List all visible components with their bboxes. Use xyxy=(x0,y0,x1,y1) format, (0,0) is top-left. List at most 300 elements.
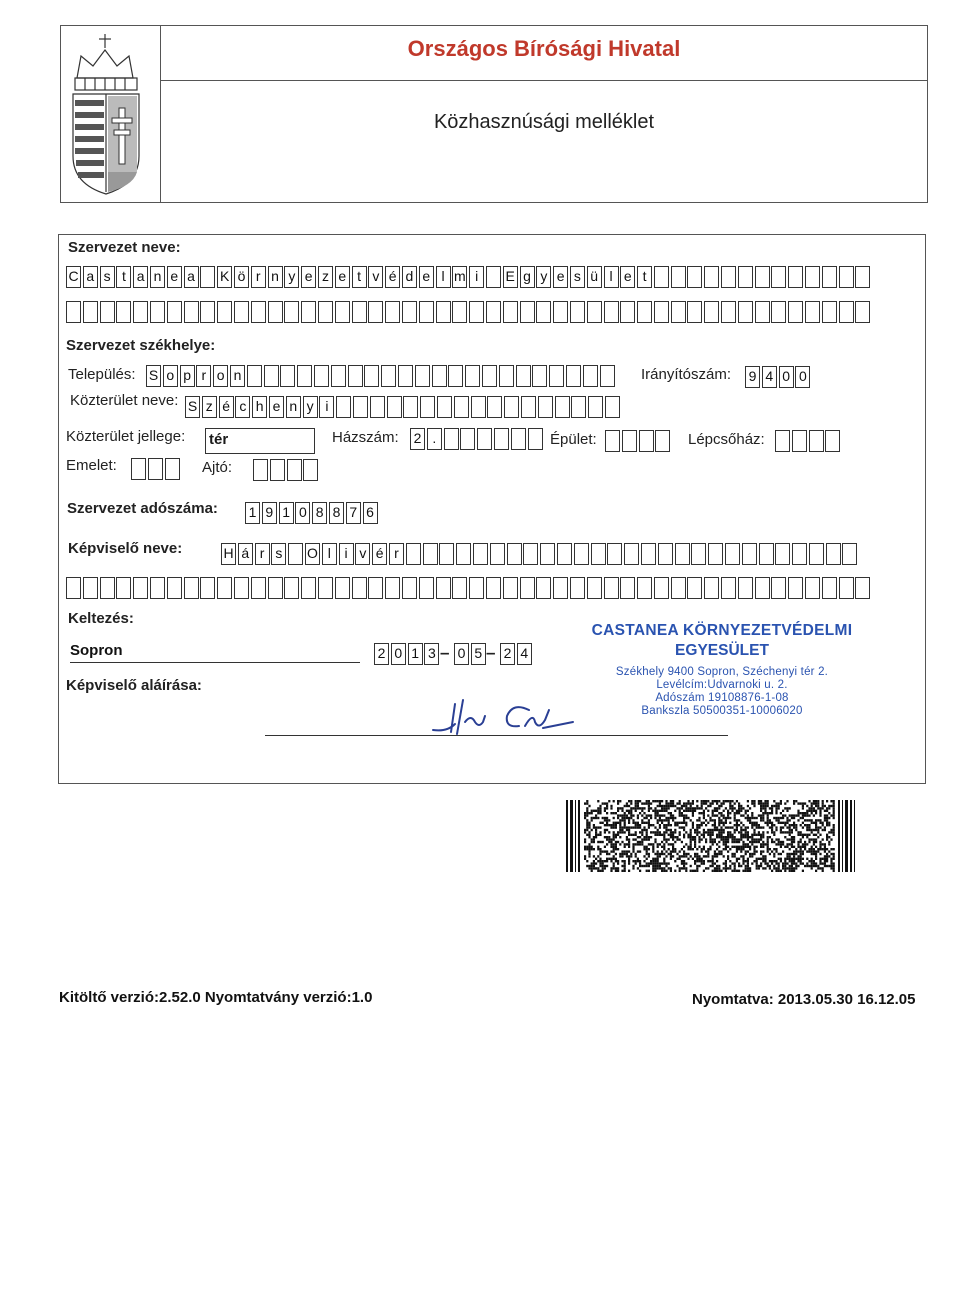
floor-field xyxy=(131,458,181,480)
char-cell xyxy=(536,301,551,323)
char-cell: z xyxy=(318,266,333,288)
char-cell xyxy=(423,543,438,565)
char-cell xyxy=(83,301,98,323)
char-cell: 2 xyxy=(500,643,515,665)
char-cell xyxy=(200,266,215,288)
char-cell xyxy=(620,577,635,599)
date-dash-2: – xyxy=(486,643,496,662)
char-cell xyxy=(605,430,620,452)
char-cell: t xyxy=(116,266,131,288)
date-year-field xyxy=(374,643,441,665)
filler-version-text: Kitöltő verzió:2.52.0 Nyomtatvány verzió:1.0 xyxy=(59,989,373,1006)
char-cell: 0 xyxy=(795,366,810,388)
char-cell: v xyxy=(355,543,370,565)
char-cell xyxy=(528,428,543,450)
char-cell xyxy=(520,301,535,323)
char-cell xyxy=(100,301,115,323)
char-cell: S xyxy=(146,365,161,387)
char-cell xyxy=(148,458,163,480)
char-cell xyxy=(352,301,367,323)
char-cell: y xyxy=(303,396,318,418)
char-cell: e xyxy=(620,266,635,288)
char-cell xyxy=(687,577,702,599)
char-cell: 9 xyxy=(745,366,760,388)
char-cell xyxy=(809,543,824,565)
char-cell xyxy=(721,266,736,288)
char-cell xyxy=(456,543,471,565)
char-cell xyxy=(301,577,316,599)
settlement-label: Település: xyxy=(68,366,136,383)
char-cell xyxy=(822,301,837,323)
street-label: Közterület neve: xyxy=(70,392,179,409)
char-cell xyxy=(287,459,302,481)
char-cell: l xyxy=(604,266,619,288)
char-cell: l xyxy=(436,266,451,288)
char-cell xyxy=(270,459,285,481)
char-cell xyxy=(570,577,585,599)
char-cell xyxy=(415,365,430,387)
char-cell xyxy=(639,430,654,452)
char-cell xyxy=(444,428,459,450)
char-cell xyxy=(432,365,447,387)
char-cell xyxy=(133,301,148,323)
char-cell xyxy=(687,301,702,323)
stairway-field xyxy=(775,430,842,452)
org-name-row2 xyxy=(66,301,872,323)
char-cell: y xyxy=(284,266,299,288)
char-cell xyxy=(641,543,656,565)
char-cell xyxy=(855,301,870,323)
char-cell: r xyxy=(255,543,270,565)
char-cell xyxy=(604,301,619,323)
char-cell xyxy=(738,266,753,288)
char-cell xyxy=(364,365,379,387)
char-cell xyxy=(403,396,418,418)
char-cell: r xyxy=(389,543,404,565)
char-cell xyxy=(452,301,467,323)
char-cell xyxy=(536,577,551,599)
char-cell xyxy=(566,365,581,387)
char-cell xyxy=(708,543,723,565)
char-cell xyxy=(725,543,740,565)
char-cell xyxy=(247,365,262,387)
signature-line xyxy=(265,735,728,736)
char-cell xyxy=(439,543,454,565)
char-cell xyxy=(675,543,690,565)
char-cell xyxy=(471,396,486,418)
header-box xyxy=(60,25,928,203)
date-month-field xyxy=(454,643,488,665)
char-cell xyxy=(303,459,318,481)
char-cell: 5 xyxy=(471,643,486,665)
char-cell xyxy=(436,577,451,599)
char-cell: 8 xyxy=(312,502,327,524)
char-cell xyxy=(637,577,652,599)
char-cell xyxy=(318,577,333,599)
char-cell: é xyxy=(372,543,387,565)
char-cell xyxy=(200,301,215,323)
char-cell xyxy=(133,577,148,599)
char-cell xyxy=(490,543,505,565)
char-cell xyxy=(436,301,451,323)
char-cell xyxy=(150,577,165,599)
char-cell: n xyxy=(150,266,165,288)
char-cell: a xyxy=(133,266,148,288)
char-cell xyxy=(477,428,492,450)
char-cell: r xyxy=(251,266,266,288)
char-cell xyxy=(280,365,295,387)
char-cell xyxy=(588,396,603,418)
char-cell xyxy=(167,577,182,599)
street-type-field: tér xyxy=(205,428,315,454)
char-cell xyxy=(83,577,98,599)
char-cell xyxy=(234,577,249,599)
char-cell xyxy=(654,266,669,288)
char-cell: S xyxy=(185,396,200,418)
char-cell xyxy=(297,365,312,387)
tax-no-label: Szervezet adószáma: xyxy=(67,500,218,517)
char-cell xyxy=(805,301,820,323)
char-cell xyxy=(855,577,870,599)
org-seat-label: Szervezet székhelye: xyxy=(66,337,216,354)
char-cell xyxy=(448,365,463,387)
crest-cell xyxy=(61,26,161,202)
char-cell xyxy=(788,577,803,599)
char-cell xyxy=(486,266,501,288)
char-cell: 7 xyxy=(346,502,361,524)
char-cell xyxy=(755,301,770,323)
header-subtitle: Közhasznúsági melléklet xyxy=(433,111,655,133)
char-cell: O xyxy=(305,543,320,565)
char-cell: n xyxy=(268,266,283,288)
char-cell: e xyxy=(419,266,434,288)
char-cell: e xyxy=(301,266,316,288)
char-cell: é xyxy=(219,396,234,418)
char-cell xyxy=(482,365,497,387)
door-field xyxy=(253,459,320,481)
char-cell xyxy=(469,301,484,323)
char-cell: d xyxy=(402,266,417,288)
char-cell: 1 xyxy=(245,502,260,524)
char-cell xyxy=(655,430,670,452)
char-cell: h xyxy=(252,396,267,418)
org-name-label: Szervezet neve: xyxy=(68,239,181,256)
char-cell: e xyxy=(167,266,182,288)
char-cell: 0 xyxy=(779,366,794,388)
char-cell: r xyxy=(196,365,211,387)
char-cell xyxy=(167,301,182,323)
char-cell xyxy=(368,301,383,323)
char-cell: a xyxy=(83,266,98,288)
char-cell xyxy=(839,266,854,288)
char-cell: o xyxy=(213,365,228,387)
char-cell: s xyxy=(570,266,585,288)
char-cell: 9 xyxy=(262,502,277,524)
char-cell xyxy=(402,301,417,323)
char-cell: 1 xyxy=(408,643,423,665)
char-cell xyxy=(788,301,803,323)
char-cell xyxy=(671,266,686,288)
char-cell: e xyxy=(335,266,350,288)
char-cell xyxy=(234,301,249,323)
char-cell xyxy=(314,365,329,387)
char-cell xyxy=(520,577,535,599)
stamp-line-4: Levélcím:Udvarnoki u. 2. xyxy=(656,679,788,691)
rep-name-row2 xyxy=(66,577,872,599)
char-cell: s xyxy=(271,543,286,565)
char-cell: 0 xyxy=(454,643,469,665)
char-cell: 1 xyxy=(279,502,294,524)
char-cell xyxy=(771,577,786,599)
char-cell xyxy=(336,396,351,418)
char-cell xyxy=(532,365,547,387)
char-cell xyxy=(469,577,484,599)
char-cell xyxy=(622,430,637,452)
char-cell: 4 xyxy=(517,643,532,665)
building-label: Épület: xyxy=(550,431,597,448)
char-cell xyxy=(217,577,232,599)
char-cell xyxy=(839,301,854,323)
char-cell xyxy=(486,301,501,323)
char-cell xyxy=(809,430,824,452)
stamp-line-3: Székhely 9400 Sopron, Széchenyi tér 2. xyxy=(615,666,829,678)
stamp-line-5: Adószám 19108876-1-08 xyxy=(655,692,789,704)
char-cell: 2 xyxy=(374,643,389,665)
char-cell xyxy=(521,396,536,418)
char-cell xyxy=(516,365,531,387)
char-cell xyxy=(538,396,553,418)
char-cell: e xyxy=(553,266,568,288)
char-cell xyxy=(571,396,586,418)
char-cell: l xyxy=(322,543,337,565)
char-cell xyxy=(264,365,279,387)
char-cell xyxy=(454,396,469,418)
char-cell xyxy=(574,543,589,565)
char-cell: t xyxy=(352,266,367,288)
char-cell xyxy=(825,430,840,452)
char-cell xyxy=(775,430,790,452)
char-cell xyxy=(511,428,526,450)
char-cell xyxy=(473,543,488,565)
char-cell xyxy=(253,459,268,481)
char-cell: 3 xyxy=(424,643,439,665)
char-cell xyxy=(370,396,385,418)
building-field xyxy=(605,430,672,452)
char-cell: 6 xyxy=(363,502,378,524)
char-cell xyxy=(420,396,435,418)
char-cell xyxy=(771,266,786,288)
2d-barcode xyxy=(566,800,856,872)
char-cell xyxy=(184,577,199,599)
char-cell xyxy=(385,577,400,599)
char-cell: . xyxy=(427,428,442,450)
char-cell xyxy=(822,577,837,599)
postcode-field xyxy=(745,366,812,388)
char-cell xyxy=(100,577,115,599)
char-cell: é xyxy=(385,266,400,288)
char-cell xyxy=(200,577,215,599)
char-cell: t xyxy=(637,266,652,288)
char-cell xyxy=(217,301,232,323)
char-cell xyxy=(335,577,350,599)
char-cell xyxy=(523,543,538,565)
char-cell xyxy=(826,543,841,565)
char-cell xyxy=(822,266,837,288)
dating-place-field: Sopron xyxy=(70,642,360,663)
char-cell xyxy=(348,365,363,387)
stairway-label: Lépcsőház: xyxy=(688,431,765,448)
char-cell: g xyxy=(520,266,535,288)
char-cell xyxy=(654,301,669,323)
char-cell xyxy=(487,396,502,418)
rep-name-label: Képviselő neve: xyxy=(68,540,183,557)
signature-label: Képviselő aláírása: xyxy=(66,677,202,694)
char-cell xyxy=(131,458,146,480)
char-cell xyxy=(587,301,602,323)
char-cell xyxy=(419,577,434,599)
char-cell: s xyxy=(100,266,115,288)
char-cell: ü xyxy=(587,266,602,288)
char-cell xyxy=(553,577,568,599)
char-cell xyxy=(268,577,283,599)
postcode-label: Irányítószám: xyxy=(641,366,732,383)
char-cell: n xyxy=(286,396,301,418)
char-cell xyxy=(419,301,434,323)
header-divider xyxy=(161,80,927,81)
char-cell xyxy=(116,577,131,599)
header-title: Országos Bírósági Hivatal xyxy=(407,36,681,61)
char-cell xyxy=(587,577,602,599)
char-cell xyxy=(721,577,736,599)
char-cell xyxy=(352,577,367,599)
char-cell: z xyxy=(202,396,217,418)
org-name-row1 xyxy=(66,266,872,288)
char-cell xyxy=(775,543,790,565)
street-field xyxy=(185,396,622,418)
char-cell xyxy=(116,301,131,323)
char-cell xyxy=(494,428,509,450)
char-cell: a xyxy=(184,266,199,288)
date-dash-1: – xyxy=(440,643,450,662)
char-cell xyxy=(553,301,568,323)
char-cell xyxy=(842,543,857,565)
char-cell xyxy=(66,577,81,599)
char-cell: 0 xyxy=(295,502,310,524)
char-cell xyxy=(503,577,518,599)
char-cell xyxy=(605,396,620,418)
char-cell xyxy=(805,577,820,599)
dating-label: Keltezés: xyxy=(68,610,134,627)
char-cell xyxy=(251,301,266,323)
char-cell xyxy=(486,577,501,599)
char-cell: 4 xyxy=(762,366,777,388)
char-cell: H xyxy=(221,543,236,565)
char-cell xyxy=(738,577,753,599)
char-cell xyxy=(398,365,413,387)
char-cell xyxy=(691,543,706,565)
char-cell xyxy=(284,301,299,323)
char-cell xyxy=(607,543,622,565)
char-cell: c xyxy=(235,396,250,418)
char-cell xyxy=(591,543,606,565)
char-cell: y xyxy=(536,266,551,288)
char-cell xyxy=(503,301,518,323)
char-cell xyxy=(771,301,786,323)
char-cell xyxy=(704,266,719,288)
char-cell xyxy=(507,543,522,565)
char-cell xyxy=(620,301,635,323)
char-cell xyxy=(353,396,368,418)
char-cell: i xyxy=(469,266,484,288)
char-cell xyxy=(460,428,475,450)
house-no-label: Házszám: xyxy=(332,429,399,446)
char-cell: K xyxy=(217,266,232,288)
char-cell xyxy=(600,365,615,387)
char-cell xyxy=(381,365,396,387)
char-cell xyxy=(284,577,299,599)
char-cell xyxy=(251,577,266,599)
char-cell xyxy=(570,301,585,323)
char-cell xyxy=(301,301,316,323)
tax-no-field xyxy=(245,502,379,524)
char-cell xyxy=(671,577,686,599)
char-cell xyxy=(555,396,570,418)
floor-label: Emelet: xyxy=(66,457,117,474)
char-cell xyxy=(654,577,669,599)
char-cell xyxy=(658,543,673,565)
char-cell: m xyxy=(452,266,467,288)
char-cell xyxy=(637,301,652,323)
char-cell xyxy=(624,543,639,565)
char-cell xyxy=(604,577,619,599)
char-cell xyxy=(855,266,870,288)
rep-name-row1 xyxy=(221,543,859,565)
char-cell xyxy=(704,577,719,599)
char-cell xyxy=(792,543,807,565)
stamp-line-1: CASTANEA KÖRNYEZETVÉDELMI xyxy=(591,622,853,639)
char-cell xyxy=(704,301,719,323)
char-cell xyxy=(465,365,480,387)
char-cell xyxy=(792,430,807,452)
char-cell xyxy=(671,301,686,323)
char-cell xyxy=(268,301,283,323)
char-cell: i xyxy=(339,543,354,565)
char-cell xyxy=(687,266,702,288)
char-cell xyxy=(540,543,555,565)
organization-stamp xyxy=(572,622,872,718)
char-cell xyxy=(437,396,452,418)
char-cell: á xyxy=(238,543,253,565)
char-cell xyxy=(335,301,350,323)
char-cell: o xyxy=(163,365,178,387)
hungarian-coat-of-arms-icon xyxy=(61,26,159,200)
char-cell xyxy=(452,577,467,599)
char-cell xyxy=(759,543,774,565)
char-cell xyxy=(805,266,820,288)
char-cell xyxy=(549,365,564,387)
char-cell: 2 xyxy=(410,428,425,450)
settlement-field xyxy=(146,365,616,387)
char-cell xyxy=(184,301,199,323)
char-cell xyxy=(738,301,753,323)
char-cell: 0 xyxy=(391,643,406,665)
char-cell xyxy=(504,396,519,418)
char-cell: v xyxy=(368,266,383,288)
stamp-line-6: Bankszla 50500351-10006020 xyxy=(641,705,803,717)
char-cell: e xyxy=(269,396,284,418)
door-label: Ajtó: xyxy=(202,459,233,476)
char-cell xyxy=(385,301,400,323)
